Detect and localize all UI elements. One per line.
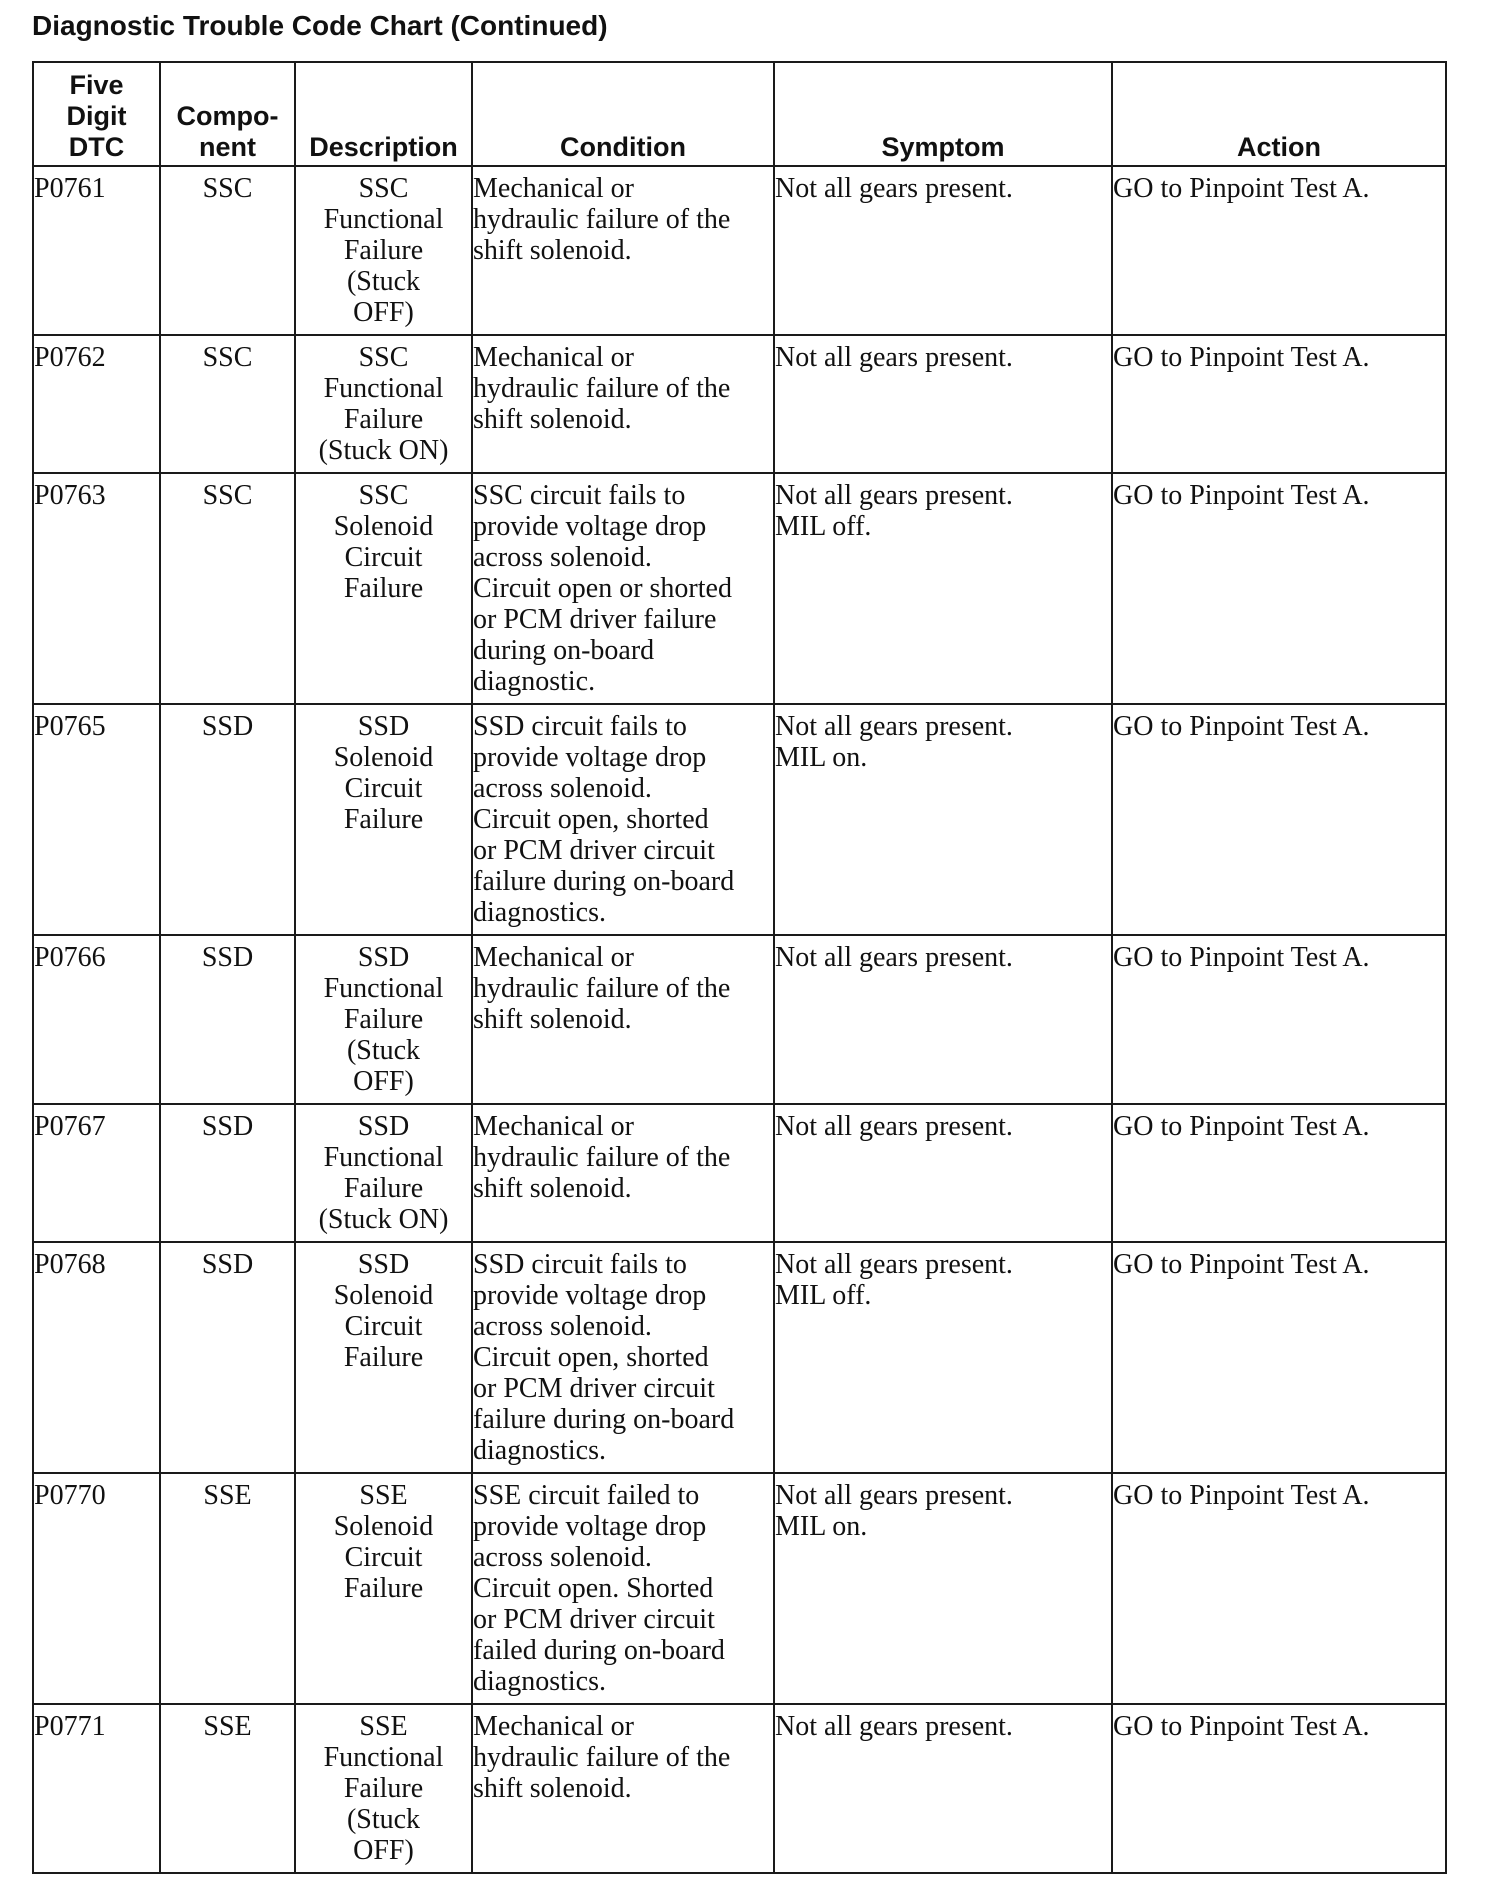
description: SSC Functional Failure (Stuck ON) [295,335,472,473]
header-symptom: Symptom [774,62,1112,166]
description: SSC Solenoid Circuit Failure [295,473,472,704]
table-row [33,1704,1446,1873]
table-row [33,1473,1446,1704]
symptom: Not all gears present. [774,335,1112,473]
table-row [33,1242,1446,1473]
table-row [33,1104,1446,1242]
symptom: Not all gears present. [774,166,1112,335]
symptom: Not all gears present. MIL on. [774,1473,1112,1704]
table-row [33,704,1446,935]
action: GO to Pinpoint Test A. [1112,1704,1446,1873]
dtc-code: P0771 [33,1704,160,1873]
dtc-code: P0762 [33,335,160,473]
action: GO to Pinpoint Test A. [1112,1242,1446,1473]
dtc-code: P0763 [33,473,160,704]
component: SSE [160,1704,295,1873]
action: GO to Pinpoint Test A. [1112,704,1446,935]
description: SSC Functional Failure (Stuck OFF) [295,166,472,335]
component: SSC [160,166,295,335]
condition: SSC circuit fails to provide voltage drop across solenoid. Circuit open or shorted or PCM driver failure during on-board diagnostic. [472,473,774,704]
action: GO to Pinpoint Test A. [1112,335,1446,473]
component: SSD [160,1104,295,1242]
symptom: Not all gears present. MIL off. [774,473,1112,704]
dtc-code: P0768 [33,1242,160,1473]
header-condition: Condition [472,62,774,166]
page-title: Diagnostic Trouble Code Chart (Continued) [32,10,608,41]
dtc-code: P0767 [33,1104,160,1242]
table-row [33,935,1446,1104]
action: GO to Pinpoint Test A. [1112,166,1446,335]
symptom: Not all gears present. [774,1104,1112,1242]
condition: Mechanical or hydraulic failure of the shift solenoid. [472,1704,774,1873]
dtc-code: P0761 [33,166,160,335]
component: SSD [160,704,295,935]
condition: Mechanical or hydraulic failure of the shift solenoid. [472,166,774,335]
description: SSD Functional Failure (Stuck OFF) [295,935,472,1104]
condition: SSE circuit failed to provide voltage drop across solenoid. Circuit open. Shorted or PCM driver circuit failed during on-board diagnostics. [472,1473,774,1704]
condition: Mechanical or hydraulic failure of the shift solenoid. [472,935,774,1104]
symptom: Not all gears present. MIL off. [774,1242,1112,1473]
component: SSE [160,1473,295,1704]
action: GO to Pinpoint Test A. [1112,473,1446,704]
header-dtc: Five Digit DTC [33,62,160,166]
component: SSC [160,335,295,473]
header-action: Action [1112,62,1446,166]
action: GO to Pinpoint Test A. [1112,1104,1446,1242]
action: GO to Pinpoint Test A. [1112,935,1446,1104]
description: SSE Functional Failure (Stuck OFF) [295,1704,472,1873]
header-component: Compo- nent [160,62,295,166]
description: SSD Functional Failure (Stuck ON) [295,1104,472,1242]
dtc-table [32,61,1447,1874]
table-header-row [33,62,1446,166]
description: SSD Solenoid Circuit Failure [295,1242,472,1473]
header-description: Description [295,62,472,166]
table-row [33,473,1446,704]
condition: SSD circuit fails to provide voltage drop across solenoid. Circuit open, shorted or PCM driver circuit failure during on-board diagnostics. [472,1242,774,1473]
dtc-code: P0770 [33,1473,160,1704]
table-row [33,335,1446,473]
symptom: Not all gears present. MIL on. [774,704,1112,935]
component: SSD [160,935,295,1104]
component: SSC [160,473,295,704]
condition: SSD circuit fails to provide voltage drop across solenoid. Circuit open, shorted or PCM driver circuit failure during on-board diagnostics. [472,704,774,935]
component: SSD [160,1242,295,1473]
condition: Mechanical or hydraulic failure of the shift solenoid. [472,1104,774,1242]
dtc-code: P0765 [33,704,160,935]
description: SSD Solenoid Circuit Failure [295,704,472,935]
condition: Mechanical or hydraulic failure of the shift solenoid. [472,335,774,473]
symptom: Not all gears present. [774,1704,1112,1873]
dtc-code: P0766 [33,935,160,1104]
table-row [33,166,1446,335]
description: SSE Solenoid Circuit Failure [295,1473,472,1704]
action: GO to Pinpoint Test A. [1112,1473,1446,1704]
symptom: Not all gears present. [774,935,1112,1104]
